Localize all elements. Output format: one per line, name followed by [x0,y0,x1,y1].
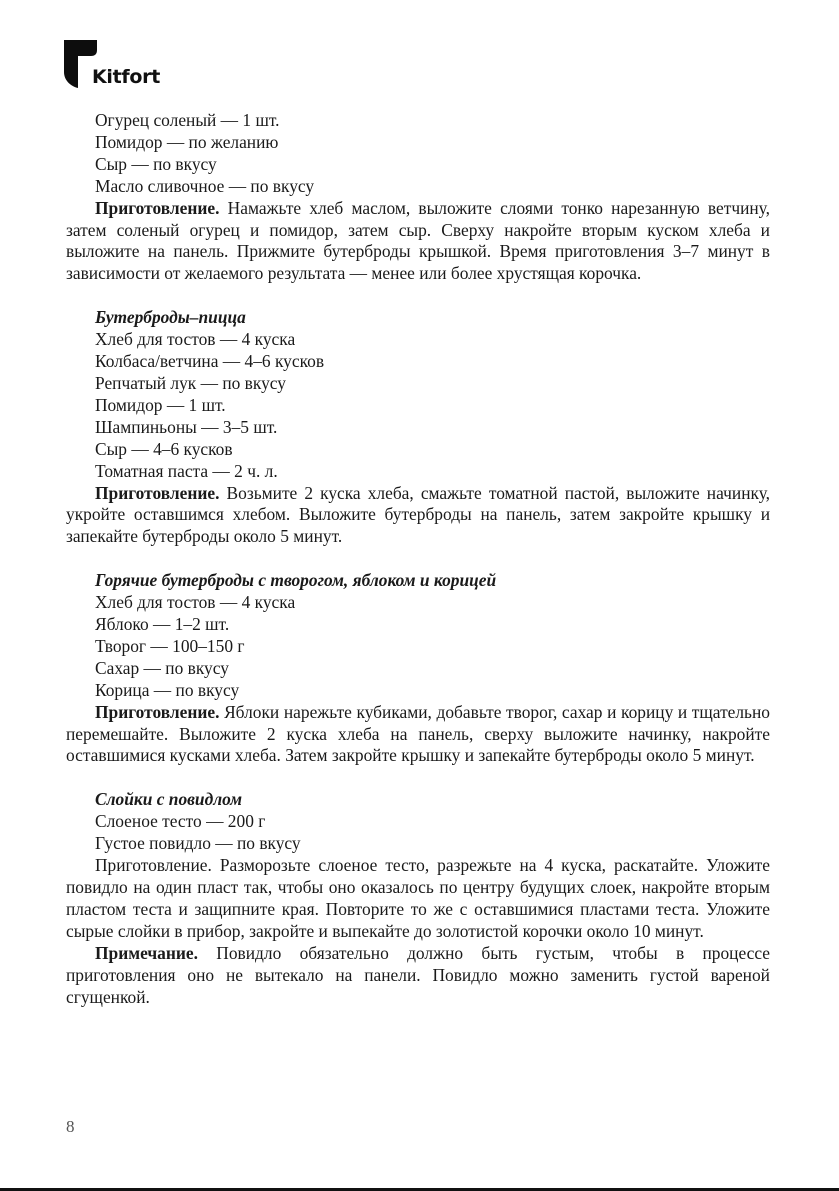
brand-logo [64,40,204,92]
recipe-section [66,307,770,548]
ingredient-list [66,110,770,198]
ingredient-item: Хлеб для тостов — 4 куска [95,592,296,613]
ingredient-item: Корица — по вкусу [95,679,240,700]
recipe-title: Слойки с повидлом [95,789,243,810]
ingredient-item: Помидор — 1 шт. [95,394,226,415]
note-text: Повидло обязательно должно быть густым, чтобы в процессе приготовления оно не вытекало на панели. Повидло можно заменить густой вареной сгущенкой. [66,942,770,1007]
ingredient-item: Шампиньоны — 3–5 шт. [95,416,278,437]
note-label: Примечание. [95,942,198,963]
method-paragraph [66,855,770,943]
method-text: Яблоки нарежьте кубиками, добавьте творог, сахар и корицу и тщательно перемешайте. Выложите 2 куска хлеба на панель, сверху выложите начинку, накройте оставшимися кусками хлеба. Затем закройте крышку и запекайте бутерброды около 5 минут. [66,701,770,766]
method-paragraph [66,483,770,549]
ingredient-item: Томатная паста — 2 ч. л. [95,460,278,481]
method-text: Намажьте хлеб маслом, выложите слоями тонко нарезанную ветчину, затем соленый огурец и помидор, затем сыр. Сверху накройте вторым куском хлеба и выложите на панель. Прижмите бутерброды крышкой. Время приготовления 3–7 минут в зависимости от желаемого результата — менее или более хрустящая корочка. [66,197,770,284]
ingredient-list [66,811,770,855]
note-paragraph [66,943,770,1009]
ingredient-list [66,592,770,702]
ingredient-item: Сыр — 4–6 кусков [95,438,233,459]
ingredient-list [66,329,770,482]
brand-name: Kitfort [92,66,160,88]
ingredient-item: Помидор — по желанию [95,131,279,152]
ingredient-item: Густое повидло — по вкусу [95,833,301,854]
intro-section [66,110,770,285]
method-label: Приготовление. [95,701,220,722]
ingredient-item: Творог — 100–150 г [95,635,245,656]
page-number: 8 [66,1117,75,1136]
ingredient-item: Слоеное тесто — 200 г [95,811,266,832]
ingredient-item: Сахар — по вкусу [95,657,229,678]
ingredient-item: Колбаса/ветчина — 4–6 кусков [95,351,325,372]
ingredient-item: Репчатый лук — по вкусу [95,372,286,393]
method-label: Приготовление. [95,482,220,503]
method-text: Приготовление. Разморозьте слоеное тесто, разрежьте на 4 куска, раскатайте. Уложите повидло на один пласт так, чтобы оно оказалось по центру будущих слоек, накройте вторым пластом теста и защипните края. Повторите то же с оставшимися пластами теста. Уложите сырые слойки в прибор, закройте и выпекайте до золотистой корочки около 10 минут. [66,855,770,941]
document-body [66,110,770,1008]
recipe-section [66,570,770,767]
ingredient-item: Сыр — по вкусу [95,153,217,174]
recipe-title: Бутерброды–пицца [95,307,246,328]
recipe-section [66,789,770,1008]
ingredient-item: Хлеб для тостов — 4 куска [95,329,296,350]
recipe-title: Горячие бутерброды с творогом, яблоком и корицей [95,570,497,591]
ingredient-item: Огурец соленый — 1 шт. [95,110,280,130]
ingredient-item: Масло сливочное — по вкусу [95,175,315,196]
method-text: Возьмите 2 куска хлеба, смажьте томатной пастой, выложите начинку, укройте оставшимся хлебом. Выложите бутерброды на панель, затем закройте крышку и запекайте бутерброды около 5 минут. [66,482,770,547]
ingredient-item: Яблоко — 1–2 шт. [95,614,230,635]
method-label: Приготовление. [95,197,220,218]
method-paragraph [66,702,770,768]
method-paragraph [66,198,770,286]
